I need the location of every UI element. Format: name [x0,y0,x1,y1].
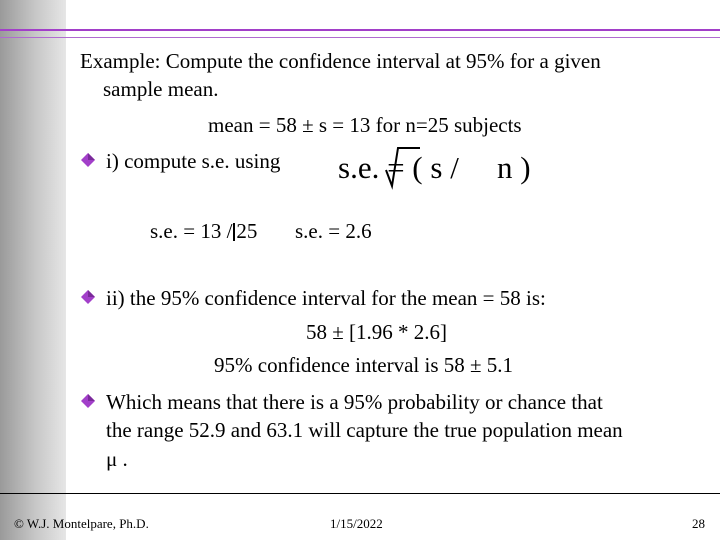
se-result: s.e. = 2.6 [295,219,372,243]
slide-sidebar [0,0,66,540]
footer-rule [0,493,720,494]
bullet-interpretation-line1: Which means that there is a 95% probability or chance that [106,390,603,414]
se-formula-left: s.e. = ( s / [338,150,459,185]
slide-title-line2: sample mean. [103,77,219,101]
square-root-icon [382,140,422,190]
se-calculation [150,217,257,245]
given-values: mean = 58 ± s = 13 for n=25 subjects [208,113,522,137]
bullet-compute-se: i) compute s.e. using [106,149,281,173]
top-rule-thin [0,37,720,38]
footer-page-number: 28 [692,516,705,531]
se-calc-n: 25 [236,219,258,243]
footer-author: © W.J. Montelpare, Ph.D. [14,516,149,531]
se-formula-right: n ) [497,150,531,185]
footer-date: 1/15/2022 [330,516,383,531]
bullet-interpretation-line3: μ . [106,447,128,471]
se-calc-prefix: s.e. = 13 / [150,219,233,243]
bullet-confidence-interval: ii) the 95% confidence interval for the mean = 58 is: [106,286,546,310]
bullet-interpretation-line2: the range 52.9 and 63.1 will capture the true population mean [106,418,623,442]
slide-title-line1: Example: Compute the confidence interval at 95% for a given [80,49,601,73]
ci-expression: 58 ± [1.96 * 2.6] [306,320,448,344]
ci-result: 95% confidence interval is 58 ± 5.1 [214,353,514,377]
top-rule [0,29,720,31]
